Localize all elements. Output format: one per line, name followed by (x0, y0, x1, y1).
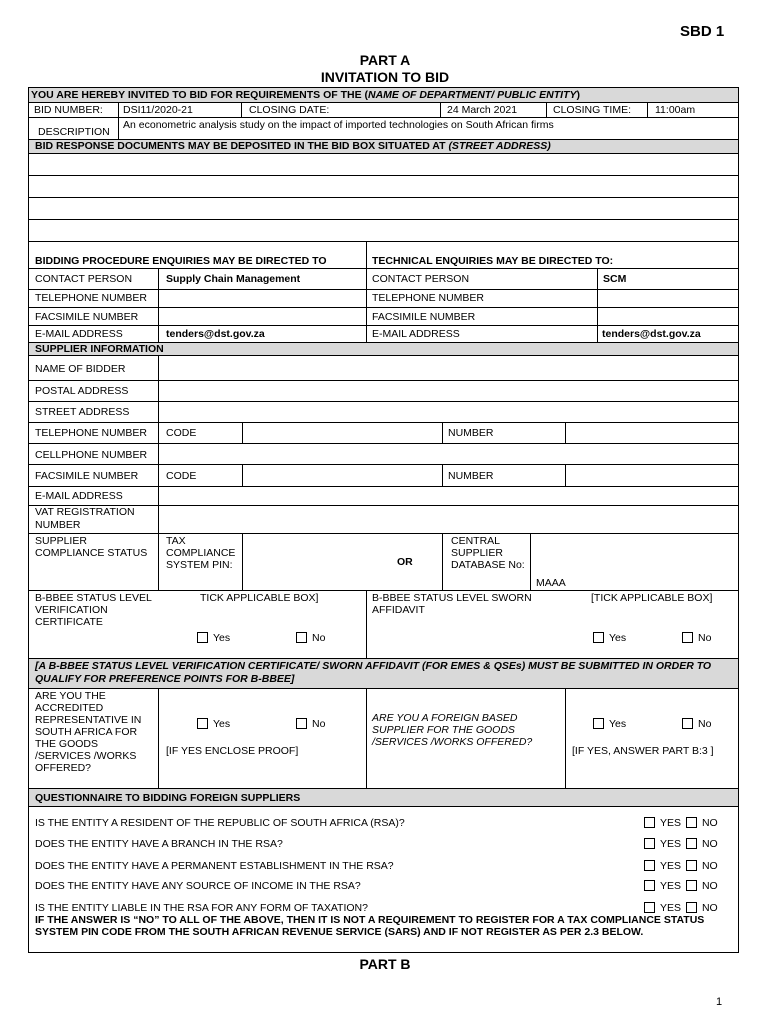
vat-label-line2: NUMBER (35, 519, 81, 531)
bidding-contact-value[interactable]: Supply Chain Management (166, 273, 301, 285)
bidding-contact-label: CONTACT PERSON (35, 273, 133, 285)
checkbox-icon[interactable] (686, 860, 697, 871)
affidavit-yes-label: Yes (609, 632, 627, 644)
resident-yes-no[interactable] (644, 817, 718, 829)
tick-box-instruction-left: TICK APPLICABLE BOX] (200, 592, 319, 604)
deposit-heading (35, 140, 551, 152)
yes-label: YES (660, 817, 682, 829)
certificate-no-option[interactable] (296, 632, 325, 644)
no-label: NO (701, 838, 718, 850)
deposit-address: (STREET ADDRESS) (448, 140, 551, 152)
technical-email-value[interactable]: tenders@dst.gov.za (602, 328, 701, 340)
invite-suffix: ) (576, 89, 580, 101)
bid-number-label: BID NUMBER: (34, 104, 103, 116)
checkbox-icon[interactable] (686, 817, 697, 828)
no-label: NO (701, 860, 718, 872)
description-value[interactable]: An econometric analysis study on the impact of imported technologies on South African firms (123, 119, 554, 131)
accredited-no-label: No (312, 718, 326, 730)
technical-fax-label: FACSIMILE NUMBER (372, 311, 476, 323)
if-yes-enclose-proof: [IF YES ENCLOSE PROOF] (166, 745, 299, 757)
checkbox-icon[interactable] (644, 817, 655, 828)
closing-time-value[interactable]: 11:00am (655, 104, 696, 116)
checkbox-icon[interactable] (593, 718, 604, 729)
csd-label: CENTRAL SUPPLIER DATABASE No: (451, 535, 525, 571)
vat-label-line1: VAT REGISTRATION (35, 506, 135, 518)
invite-heading (31, 89, 580, 101)
no-label: NO (701, 902, 718, 914)
branch-yes-no[interactable] (644, 838, 718, 850)
checkbox-icon[interactable] (644, 880, 655, 891)
closing-date-label: CLOSING DATE: (249, 104, 330, 116)
bidding-enquiries-heading: BIDDING PROCEDURE ENQUIRIES MAY BE DIRECTED TO (35, 255, 327, 267)
supplier-info-heading: SUPPLIER INFORMATION (35, 343, 164, 355)
supplier-email-label: E-MAIL ADDRESS (35, 490, 123, 502)
invite-entity: NAME OF DEPARTMENT/ PUBLIC ENTITY (368, 89, 577, 101)
affidavit-no-option[interactable] (682, 632, 711, 644)
fax-number-label: NUMBER (448, 470, 494, 482)
foreign-no-label: No (698, 718, 712, 730)
checkbox-icon[interactable] (686, 902, 697, 913)
technical-contact-value[interactable]: SCM (603, 273, 627, 285)
postal-address-label: POSTAL ADDRESS (35, 385, 129, 397)
deposit-prefix: BID RESPONSE DOCUMENTS MAY BE DEPOSITED IN THE BID BOX SITUATED AT (35, 140, 449, 152)
maaa-prefix: MAAA (536, 577, 566, 589)
foreign-yes-label: Yes (609, 718, 627, 730)
yes-label: YES (660, 860, 682, 872)
accredited-rep-label: ARE YOU THE ACCREDITED REPRESENTATIVE IN SOUTH AFRICA FOR THE GOODS /SERVICES /WORKS OFFERED? (35, 690, 142, 774)
checkbox-icon[interactable] (686, 838, 697, 849)
closing-date-value[interactable]: 24 March 2021 (447, 104, 518, 116)
permanent-yes-no[interactable] (644, 860, 718, 872)
checkbox-icon[interactable] (197, 718, 208, 729)
certificate-yes-option[interactable] (197, 632, 230, 644)
checkbox-icon[interactable] (296, 632, 307, 643)
if-yes-answer-part-b: [IF YES, ANSWER PART B:3 ] (572, 745, 714, 757)
bidding-email-value[interactable]: tenders@dst.gov.za (166, 328, 265, 340)
foreign-no-option[interactable] (682, 718, 711, 730)
checkbox-icon[interactable] (682, 718, 693, 729)
closing-time-label: CLOSING TIME: (553, 104, 631, 116)
fax-code-label: CODE (166, 470, 197, 482)
foreign-supplier-label: ARE YOU A FOREIGN BASED SUPPLIER FOR THE GOODS /SERVICES /WORKS OFFERED? (372, 712, 533, 748)
bbbee-note: [A B-BBEE STATUS LEVEL VERIFICATION CERTIFICATE/ SWORN AFFIDAVIT (FOR EMES & QSEs) MUST BE SUBMITTED IN ORDER TO QUALIFY FOR PREFERENCE POINTS FOR B-BBEE] (35, 660, 712, 685)
accredited-yes-label: Yes (213, 718, 231, 730)
checkbox-icon[interactable] (644, 860, 655, 871)
technical-contact-label: CONTACT PERSON (372, 273, 470, 285)
name-of-bidder-label: NAME OF BIDDER (35, 363, 126, 375)
checkbox-icon[interactable] (644, 902, 655, 913)
part-a-heading: PART A (359, 52, 411, 68)
bbbee-affidavit-label: B-BBEE STATUS LEVEL SWORN AFFIDAVIT (372, 592, 532, 616)
checkbox-icon[interactable] (197, 632, 208, 643)
part-b-heading: PART B (359, 956, 411, 972)
bidding-email-label: E-MAIL ADDRESS (35, 328, 123, 340)
or-label: OR (397, 556, 413, 568)
telephone-code-label: CODE (166, 427, 197, 439)
checkbox-icon[interactable] (593, 632, 604, 643)
tax-compliance-note: IF THE ANSWER IS “NO” TO ALL OF THE ABOVE, THEN IT IS NOT A REQUIREMENT TO REGISTER FOR A TAX COMPLIANCE STATUS SYSTEM PIN CODE FROM THE SOUTH AFRICAN REVENUE SERVICE (SARS) AND IF NOT REGISTER AS PER 2.3 BELOW. (35, 914, 705, 938)
page-number: 1 (716, 996, 723, 1008)
yes-label: YES (660, 838, 682, 850)
no-label: NO (701, 880, 718, 892)
no-label: NO (701, 817, 718, 829)
tax-pin-label: TAX COMPLIANCE SYSTEM PIN: (166, 535, 236, 571)
cellphone-label: CELLPHONE NUMBER (35, 449, 148, 461)
yes-label: YES (660, 880, 682, 892)
supplier-fax-label: FACSIMILE NUMBER (35, 470, 139, 482)
accredited-yes-option[interactable] (197, 718, 230, 730)
deposit-address-input[interactable] (29, 154, 738, 240)
question-taxation: IS THE ENTITY LIABLE IN THE RSA FOR ANY FORM OF TAXATION? (35, 902, 368, 914)
questionnaire-heading: QUESTIONNAIRE TO BIDDING FOREIGN SUPPLIERS (35, 792, 301, 804)
affidavit-yes-option[interactable] (593, 632, 626, 644)
checkbox-icon[interactable] (296, 718, 307, 729)
technical-email-label: E-MAIL ADDRESS (372, 328, 460, 340)
affidavit-no-label: No (698, 632, 712, 644)
checkbox-icon[interactable] (686, 880, 697, 891)
form-code: SBD 1 (680, 23, 725, 40)
supplier-compliance-label: SUPPLIER COMPLIANCE STATUS (35, 535, 148, 559)
street-address-label: STREET ADDRESS (35, 406, 130, 418)
tick-box-instruction-right: [TICK APPLICABLE BOX] (591, 592, 713, 604)
document-title: INVITATION TO BID (320, 69, 450, 85)
checkbox-icon[interactable] (682, 632, 693, 643)
bidding-telephone-label: TELEPHONE NUMBER (35, 292, 148, 304)
checkbox-icon[interactable] (644, 838, 655, 849)
taxation-yes-no[interactable] (644, 902, 718, 914)
telephone-number-label: NUMBER (448, 427, 494, 439)
certificate-no-label: No (312, 632, 326, 644)
question-permanent-establishment: DOES THE ENTITY HAVE A PERMANENT ESTABLISHMENT IN THE RSA? (35, 860, 394, 872)
foreign-yes-option[interactable] (593, 718, 626, 730)
accredited-no-option[interactable] (296, 718, 325, 730)
yes-label: YES (660, 902, 682, 914)
description-label: DESCRIPTION (38, 126, 110, 138)
bbbee-certificate-label: B-BBEE STATUS LEVEL VERIFICATION CERTIFICATE (35, 592, 152, 628)
invite-prefix: YOU ARE HEREBY INVITED TO BID FOR REQUIREMENTS OF THE ( (31, 89, 368, 101)
question-branch: DOES THE ENTITY HAVE A BRANCH IN THE RSA? (35, 838, 283, 850)
technical-telephone-label: TELEPHONE NUMBER (372, 292, 485, 304)
question-resident: IS THE ENTITY A RESIDENT OF THE REPUBLIC OF SOUTH AFRICA (RSA)? (35, 817, 405, 829)
certificate-yes-label: Yes (213, 632, 231, 644)
question-income-source: DOES THE ENTITY HAVE ANY SOURCE OF INCOME IN THE RSA? (35, 880, 361, 892)
bidding-fax-label: FACSIMILE NUMBER (35, 311, 139, 323)
supplier-telephone-label: TELEPHONE NUMBER (35, 427, 148, 439)
technical-enquiries-heading: TECHNICAL ENQUIRIES MAY BE DIRECTED TO: (372, 255, 614, 267)
income-yes-no[interactable] (644, 880, 718, 892)
bid-number-value[interactable]: DSI11/2020-21 (123, 104, 193, 116)
